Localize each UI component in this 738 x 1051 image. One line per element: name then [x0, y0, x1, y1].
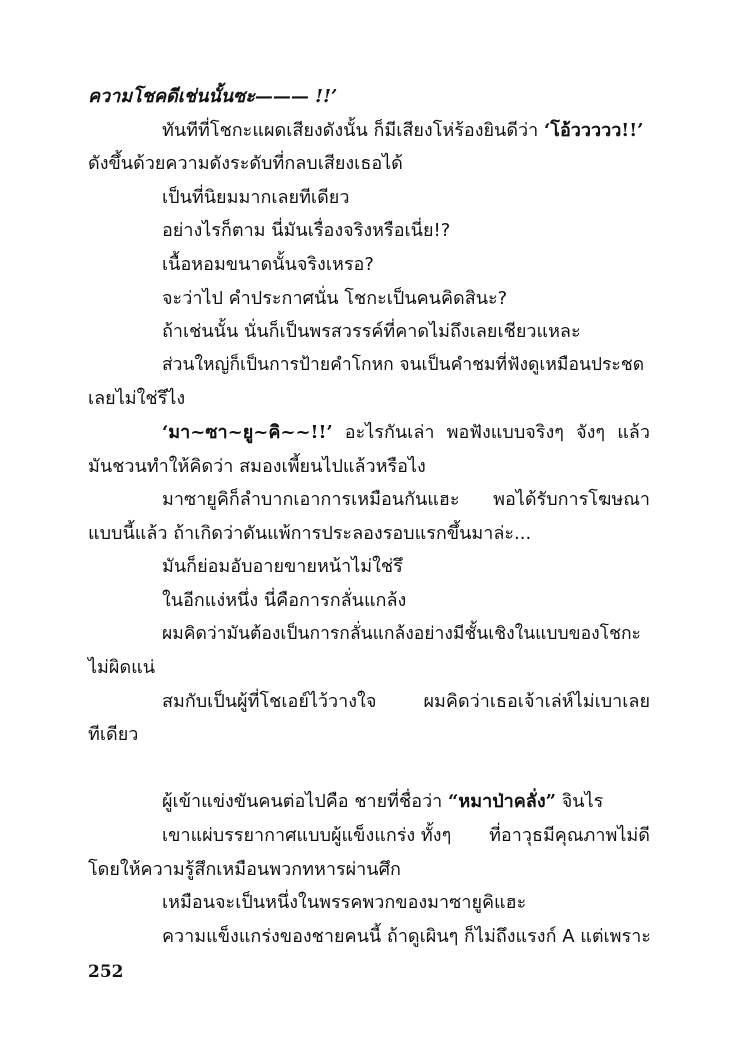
paragraph-line [88, 416, 650, 450]
text-span: เขาแผ่บรรยากาศแบบผู้แข็งแกร่ง ทั้งๆ [162, 825, 452, 847]
quoted-shout: ‘มา~ซา~ยู~คิ~~!!’ [162, 421, 333, 443]
text-span: ทันทีที่โชกะแผดเสียงดังนั้น ก็มีเสียงโห่ร้องยินดีว่า [162, 119, 539, 141]
text-span: มาซายูคิก็ลำบากเอาการเหมือนกันแฮะ [162, 489, 460, 511]
paragraph-line: ส่วนใหญ่ก็เป็นการป้ายคำโกหก จนเป็นคำชมที่ฟังดูเหมือนประชด [162, 354, 645, 375]
paragraph-line: ความแข็งแกร่งของชายคนนี้ ถ้าดูเผินๆ ก็ไม่ถึงแรงก์ A แต่เพราะ [162, 925, 651, 947]
text-span: ผู้เข้าแข่งขันคนต่อไปคือ ชายที่ชื่อว่า [162, 791, 443, 813]
text-span: จังๆ [576, 421, 606, 443]
paragraph-line: เนื้อหอมขนาดนั้นจริงเหรอ? [162, 253, 374, 275]
paragraph-line [88, 819, 650, 853]
text-span: พอได้รับการโฆษณา [493, 489, 650, 511]
text-span: ผมคิดว่าเธอเจ้าเล่ห์ไม่เบาเลย [423, 690, 650, 712]
paragraph-line: ในอีกแง่หนึ่ง นี่คือการกลั่นแกล้ง [162, 589, 407, 611]
paragraph-line: ทีเดียว [88, 724, 139, 746]
paragraph-line: เลยไม่ใช่รึไง [88, 388, 186, 410]
body-text [88, 80, 650, 953]
text-span: พอฟังแบบจริงๆ [446, 421, 564, 443]
page-number: 252 [88, 962, 124, 982]
text-span: แล้ว [617, 421, 650, 443]
paragraph-line: มันชวนทำให้คิดว่า สมองเพี้ยนไปแล้วหรือไง [88, 455, 426, 477]
paragraph-line: มันก็ย่อมอับอายขายหน้าไม่ใช่รึ [162, 556, 403, 578]
heading-line: ความโชคดีเช่นนั้นซะ——— !!’ [88, 86, 338, 107]
paragraph-line: แบบนี้แล้ว ถ้าเกิดว่าดันแพ้การประลองรอบแรกขึ้นมาล่ะ... [88, 522, 532, 544]
paragraph-line [88, 785, 650, 819]
paragraph-line: เหมือนจะเป็นหนึ่งในพรรคพวกของมาซายูคิแฮะ [162, 892, 527, 914]
text-span: สมกับเป็นผู้ที่โชเอย์ไว้วางใจ [162, 690, 377, 712]
quoted-nickname: “หมาป่าคลั่ง” [448, 791, 556, 813]
paragraph-line: ไม่ผิดแน่ [88, 657, 156, 679]
paragraph-line: ถ้าเช่นนั้น นั่นก็เป็นพรสวรรค์ที่คาดไม่ถึงเลยเชียวแหละ [162, 321, 581, 343]
section-break [88, 752, 650, 786]
paragraph-line: โดยให้ความรู้สึกเหมือนพวกทหารผ่านศึก [88, 858, 401, 880]
quoted-shout: ‘โอ้ววววว!!’ [544, 119, 644, 141]
paragraph-line: เป็นที่นิยมมากเลยทีเดียว [162, 186, 350, 208]
paragraph-line: จะว่าไป คำประกาศนั่น โชกะเป็นคนคิดสินะ? [162, 287, 508, 309]
paragraph-line: ดังขึ้นด้วยความดังระดับที่กลบเสียงเธอได้ [88, 153, 403, 175]
text-span: ที่อาวุธมีคุณภาพไม่ดี [489, 825, 650, 847]
paragraph-line: ผมคิดว่ามันต้องเป็นการกลั่นแกล้งอย่างมีชั้นเชิงในแบบของโชกะ [162, 623, 641, 644]
paragraph-line [88, 685, 650, 719]
text-span: อะไรกันเล่า [344, 421, 435, 443]
paragraph-line: อย่างไรก็ตาม นี่มันเรื่องจริงหรือเนี่ย!? [162, 220, 451, 242]
text-span: จินไร [561, 791, 604, 813]
paragraph-line [88, 483, 650, 517]
paragraph-line [88, 114, 650, 148]
